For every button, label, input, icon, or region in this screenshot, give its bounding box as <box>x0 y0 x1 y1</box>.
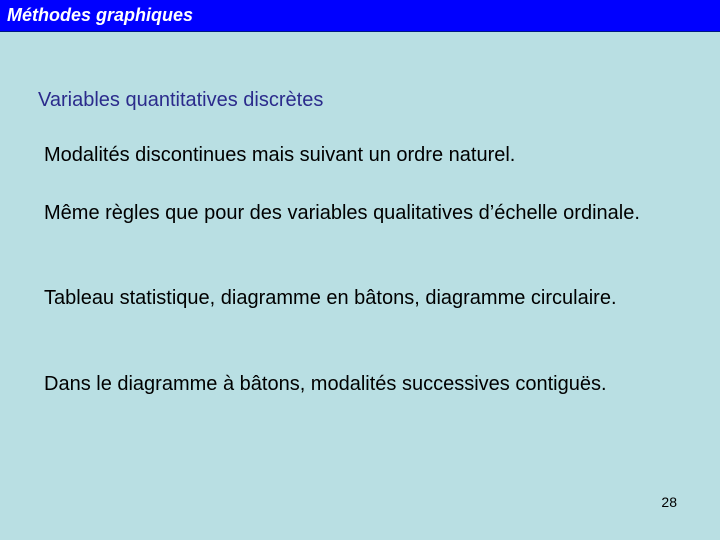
title-bar <box>0 0 720 32</box>
slide-subtitle: Variables quantitatives discrètes <box>38 89 324 111</box>
paragraph-tableau: Tableau statistique, diagramme en bâtons, diagramme circulaire. <box>44 287 617 309</box>
paragraph-modalites: Modalités discontinues mais suivant un ordre naturel. <box>44 144 516 166</box>
slide-title: Méthodes graphiques <box>7 5 194 25</box>
paragraph-diagramme-batons: Dans le diagramme à bâtons, modalités successives contiguës. <box>44 373 607 395</box>
page-number: 28 <box>661 494 677 510</box>
paragraph-regles: Même règles que pour des variables qualitatives d’échelle ordinale. <box>44 202 640 224</box>
